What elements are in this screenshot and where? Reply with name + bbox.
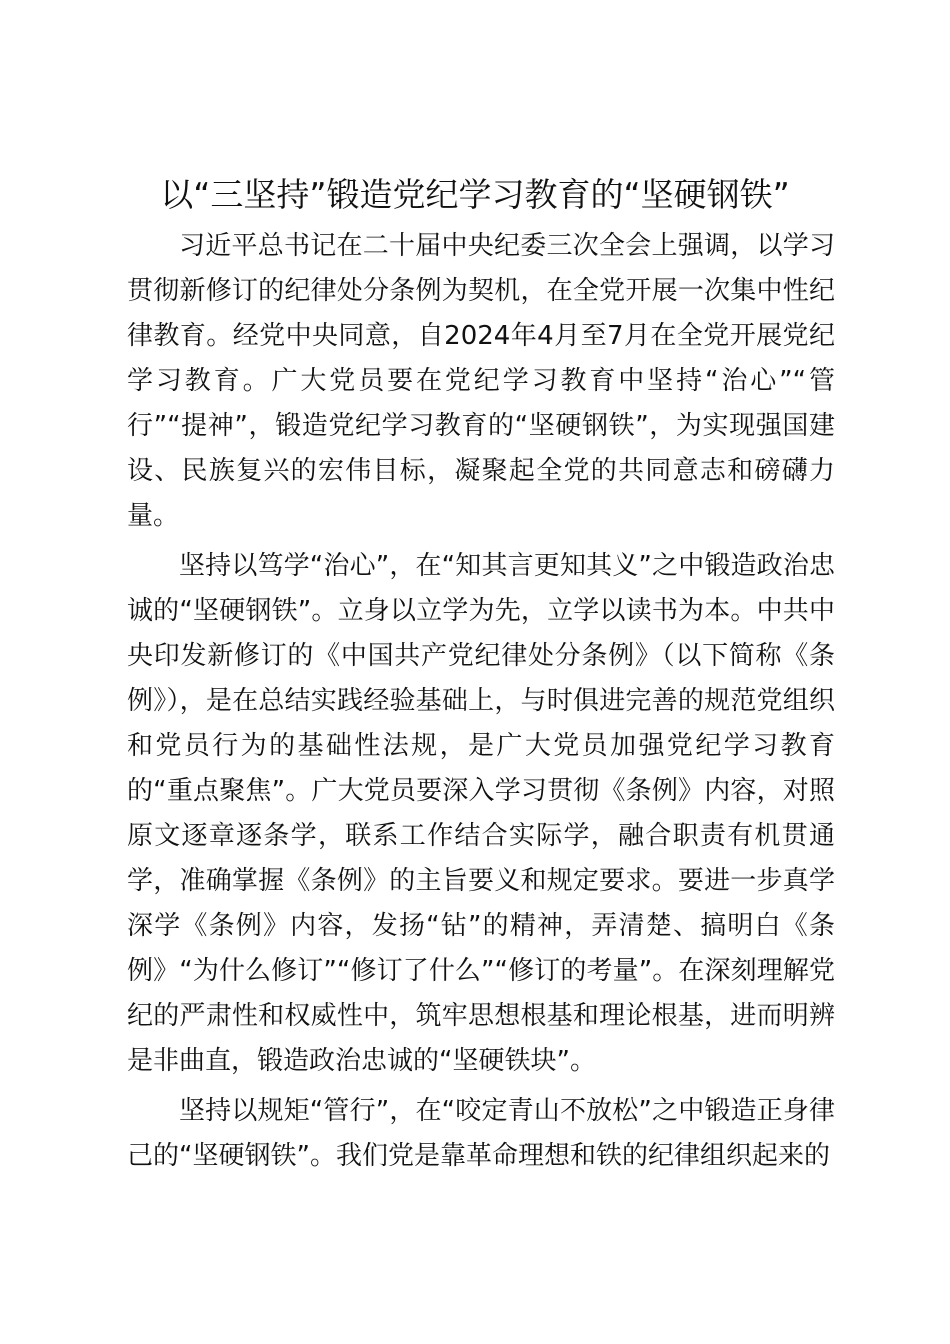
paragraph-zhixin: 坚持以笃学“治心”，在“知其言更知其义”之中锻造政治忠诚的“坚硬钢铁”。立身以立学为先，立学以读书为本。中共中央印发新修订的《中国共产党纪律处分条例》（以下简称《条例》），是在总结实践经验基础上，与时俱进完善的规范党组织和党员行为的基础性法规，是广大党员加强党纪学习教育的“重点聚焦”。广大党员要深入学习贯彻《条例》内容，对照原文逐章逐条学，联系工作结合实际学，融合职责有机贯通学，准确掌握《条例》的主旨要义和规定要求。要进一步真学深学《条例》内容，发扬“钻”的精神，弄清楚、搞明白《条例》“为什么修订”“修订了什么”“修订的考量”。在深刻理解党纪的严肃性和权威性中，筑牢思想根基和理论根基，进而明辨是非曲直，锻造政治忠诚的“坚硬铁块”。: [127, 551, 835, 1076]
document-title: 以“三坚持”锻造党纪学习教育的“坚硬钢铁”: [160, 175, 790, 214]
paragraph-guanxing: 坚持以规矩“管行”，在“咬定青山不放松”之中锻造正身律己的“坚硬钢铁”。我们党是靠革命理想和铁的纪律组织起来的: [127, 1096, 835, 1171]
document-body: [127, 224, 835, 1179]
paragraph-intro: 习近平总书记在二十届中央纪委三次全会上强调，以学习贯彻新修订的纪律处分条例为契机，在全党开展一次集中性纪律教育。经党中央同意，自2024年4月至7月在全党开展党纪学习教育。广大党员要在党纪学习教育中坚持“治心”“管行”“提神”，锻造党纪学习教育的“坚硬钢铁”，为实现强国建设、民族复兴的宏伟目标，凝聚起全党的共同意志和磅礴力量。: [127, 231, 835, 531]
